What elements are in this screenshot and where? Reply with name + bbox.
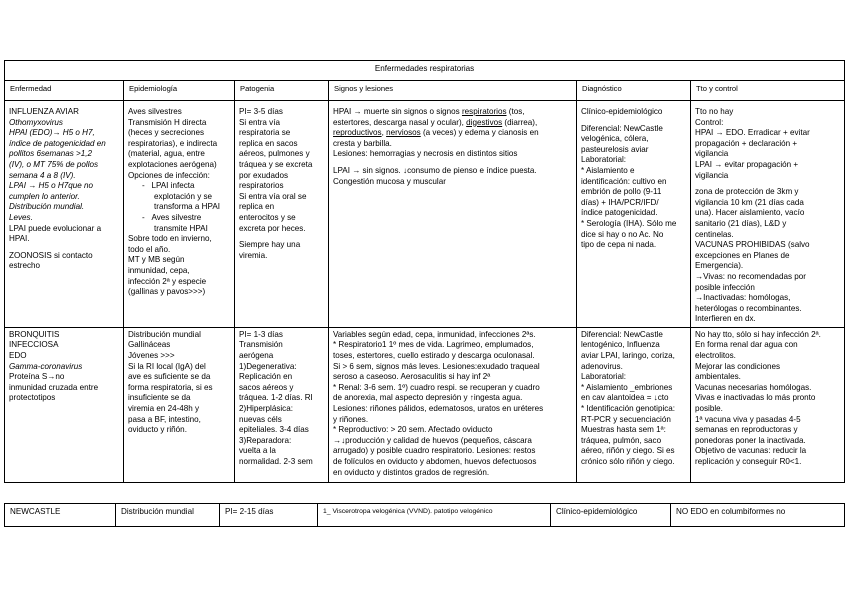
influenza-plain-1: HPAI. [9, 234, 30, 244]
influenza-italic-9: Leves. [9, 212, 33, 222]
influenza-enfermedad-cell [5, 101, 124, 328]
influenza-italic-2: índice de patogenicidad en [9, 138, 106, 148]
influenza-tto-a: Tto no hay Control: HPAI → EDO. Erradicar + evitar propagación + declaración + vigilancia LPAI → evitar propagación + vigilancia [695, 107, 810, 180]
header-epidemiologia: Epidemiología [124, 81, 235, 101]
influenza-italic-4: (IV), o MT 75% de pollos [9, 159, 99, 169]
newcastle-table [4, 503, 845, 527]
bronquitis-enfermedad-cell [5, 327, 124, 482]
influenza-diagnostico-b: Diferencial: NewCastle velogénica, cólera, pasteurelosis aviar Laboratorial: * Aislamiento e identificación: cultivo en embrión de pollo (9-11 días) + IHA/PCR/IFD/ índice patogenicidad. * Serología (IHA). Sólo me dice si hay o no Ac. No tipo de cepa ni nada. [581, 123, 677, 250]
header-enfermedad: Enfermedad [5, 81, 124, 101]
header-tto: Tto y control [691, 81, 845, 101]
bronquitis-name: BRONQUITIS INFECCIOSA EDO [9, 329, 60, 361]
influenza-italic-6: LPAI → H5 o H7que no [9, 181, 93, 191]
newcastle-patogenia: PI= 2-15 días [220, 504, 318, 527]
influenza-patogenia-cell [235, 101, 329, 328]
header-signos: Signos y lesiones [329, 81, 577, 101]
bronquitis-epidemiologia: Distribución mundial Gallináceas Jóvenes >>> Si la RI local (IgA) del ave es suficiente se da forma respiratoria, si es insuficiente se da viremia en 24-48h y pasa a BF, intestino, oviducto y riñón. [128, 329, 213, 435]
bronquitis-tto-cell [691, 327, 845, 482]
bronquitis-signos-cell [329, 327, 577, 482]
influenza-patogenia-b: Siempre hay una viremia. [239, 240, 301, 260]
influenza-epidemiologia-bullet-0: - LPAI infecta explotación y se transforma a HPAI [142, 181, 220, 212]
newcastle-tto: NO EDO en columbiformes no [671, 504, 845, 527]
influenza-signos-lpai: LPAI → sin signos. ↓consumo de pienso e índice puesta. Congestión mucosa y muscular [333, 165, 537, 186]
influenza-diagnostico-cell [577, 101, 691, 328]
influenza-signos-cell [329, 101, 577, 328]
influenza-epidemiologia-cell [124, 101, 235, 328]
influenza-epidemiologia-bottom: Sobre todo en invierno, todo el año. MT y MB según inmunidad, cepa, infección 2ª y especie (gallinas y pavos>>>) [128, 234, 212, 297]
influenza-tto-b: zona de protección de 3km y vigilancia 10 km (21 días cada una). Hacer aislamiento, vacío sanitario (21 días), L&D y centinelas. VACUNAS PROHIBIDAS (salvo excepciones en Planes de Emergencia). →Vivas: no recomendadas por posible infección →Inactivadas: homólogas, heterólogas o recombinantes. Interfieren en dx. [695, 187, 810, 324]
influenza-diagnostico-a: Clínico-epidemiológico [581, 107, 663, 116]
bronquitis-plain: Proteína S→no inmunidad cruzada entre protectotipos [9, 372, 99, 403]
table-row [5, 504, 845, 527]
influenza-italic-5: semana 4 a 8 (IV). [9, 170, 76, 180]
respiratory-diseases-table [4, 60, 845, 483]
header-diagnostico: Diagnóstico [577, 81, 691, 101]
influenza-italic-3: pollitos 6semanas >1,2 [9, 149, 93, 159]
influenza-zoonosis-1: estrecho [9, 261, 41, 271]
bronquitis-italic: Gamma-coronavirus [9, 361, 83, 371]
table-row [5, 327, 845, 482]
influenza-italic-0: Othomyxovirus [9, 117, 63, 127]
bronquitis-diagnostico-cell [577, 327, 691, 482]
bronquitis-tto: No hay tto, sólo si hay infección 2ª. En forma renal dar agua con electrolitos. Mejorar las condiciones ambientales. Vacunas necesarias homólogas. Vivas e inactivadas lo más pronto posible. 1ª vacuna viva y pasadas 4-5 semanas en reproductoras y ponedoras poner la inactivada. Objetivo de vacunas: reducir la replicación y conseguir R0<1. [695, 329, 821, 466]
influenza-name: INFLUENZA AVIAR [9, 107, 80, 116]
bronquitis-epidemiologia-cell [124, 327, 235, 482]
influenza-epidemiologia-bullet-1: - Aves silvestre transmite HPAI [142, 212, 208, 233]
influenza-patogenia-a: PI= 3-5 días Si entra vía respiratoria se replica en sacos aéreos, pulmones y tráquea y se excreta por exudados respiratorios Si entra vía oral se replica en enterocitos y se excreta por heces. [239, 107, 313, 233]
influenza-epidemiologia-top: Aves silvestres Transmisión H directa (heces y secreciones respiratorias), e indirecta (material, agua, entre explotaciones aerógena) Opciones de infección: [128, 107, 218, 180]
influenza-plain-0: LPAI puede evolucionar a [9, 223, 102, 233]
table-title: Enfermedades respiratorias [5, 61, 845, 81]
influenza-italic-1: HPAI (EDO)→ H5 o H7, [9, 128, 95, 138]
newcastle-diagnostico: Clínico-epidemiológico [551, 504, 671, 527]
table-row [5, 101, 845, 328]
newcastle-enfermedad: NEWCASTLE [5, 504, 116, 527]
bronquitis-patogenia-cell [235, 327, 329, 482]
bronquitis-patogenia: PI= 1-3 días Transmisión aerógena 1)Degenerativa: Replicación en sacos aéreos y tráquea. 1-2 días. RI 2)Hiperplásica: nuevas céls epiteliales. 3-4 días 3)Reparadora: vuelta a la normalidad. 2-3 sem [239, 329, 313, 466]
newcastle-epidemiologia: Distribución mundial [116, 504, 220, 527]
influenza-signos-hpai: HPAI → muerte sin signos o signos respiratorios (tos, estertores, descarga nasal y ocular), digestivos (diarrea), reproductivos, nerviosos (a veces) y edema y cianosis en cresta y barbilla. Lesiones: hemorragias y necrosis en distintos sitios [333, 107, 539, 159]
influenza-italic-8: Distribución mundial. [9, 202, 85, 212]
influenza-tto-cell [691, 101, 845, 328]
bronquitis-signos: Variables según edad, cepa, inmunidad, infecciones 2ªs. * Respiratorio1 1º mes de vida. Lagrimeo, emplumados, toses, estertores, cuello estirado y descarga oculonasal. Si > 6 sem, signos más leves. Lesiones:exudado traqueal seroso a caseoso. Aerosaculitis si hay inf 2ª * Renal: 3-6 sem. 1º) cuadro respi. se recuperan y cuadro de anorexia, mal aspecto depresión y ↑ingesta agua. Lesiones: riñones pálidos, edematosos, uratos en uréteres y riñones. * Reproductivo: > 20 sem. Afectado oviducto →↓producción y calidad de huevos (pequeños, cáscara arrugado) y posible cuadro respiratorio. Lesiones: restos de folículos en oviducto y abdomen, huevos defectuosos en oviducto y distintos grados de regresión. [333, 329, 544, 477]
bronquitis-diagnostico: Diferencial: NewCastle lentogénico, Influenza aviar LPAI, laringo, coriza, adenovirus. Laboratorial: * Aislamiento _embriones en cav alantoidea = ↓cto * Identificación genotipica: RT-PCR y secuenciación Muestras hasta sem 1ª: tráquea, pulmón, saco aéreo, riñón y ciego. Si es crónico sólo riñón y ciego. [581, 329, 676, 466]
newcastle-signos: 1_ Viscerotropa velogénica (VVND). patotipo velogénico [318, 504, 551, 527]
influenza-italic-7: cumplen lo anterior. [9, 191, 80, 201]
header-patogenia: Patogenia [235, 81, 329, 101]
influenza-zoonosis-0: ZOONOSIS si contacto [9, 250, 93, 260]
